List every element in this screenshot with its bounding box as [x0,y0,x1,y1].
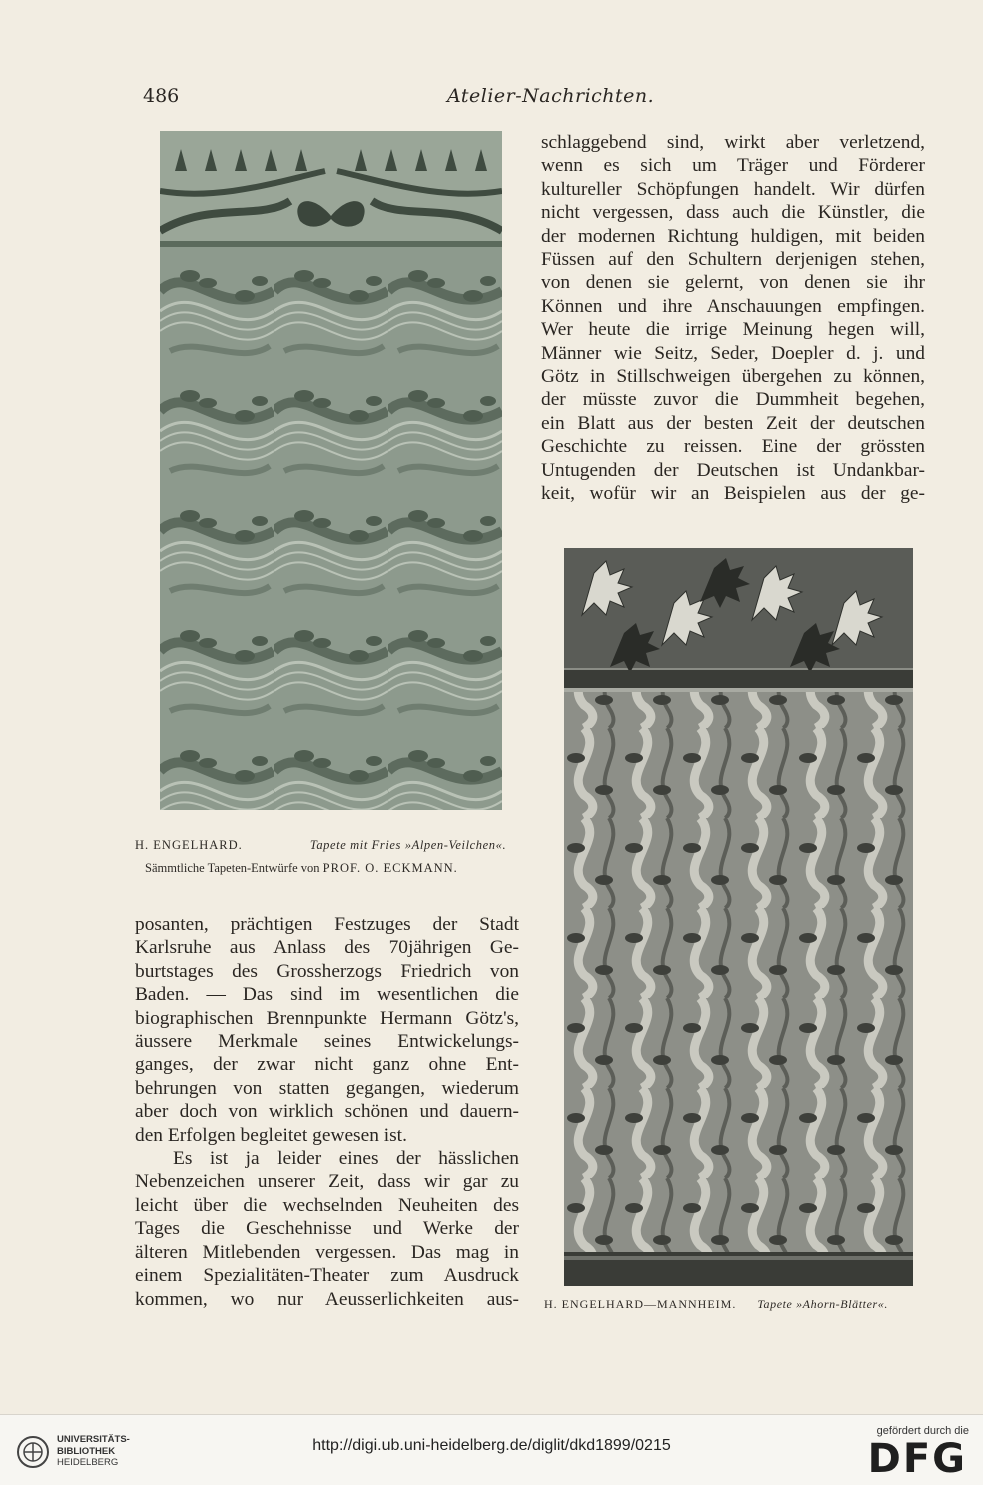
text-line: aber doch von wirklich schönen und dauern- [135,1101,519,1123]
text-line: Nebenzeichen unserer Zeit, dass wir gar zu [135,1171,519,1193]
text-line: Füssen auf den Schultern derjenigen stehen, [541,249,925,271]
text-line: burtstages des Grossherzogs Friedrich von [135,960,519,982]
text-line: kommen, wo nur Aeusserlichkeiten aus- [135,1288,519,1310]
figure1-maker: H. ENGELHARD. [135,838,243,852]
text-line: Karlsruhe aus Anlass des 70jährigen Ge- [135,937,519,959]
text-line: einem Spezialitäten-Theater zum Ausdruck [135,1265,519,1287]
text-line: behrungen von statten gegangen, wiederum [135,1077,519,1099]
figure2-title: Tapete »Ahorn-Blätter«. [757,1297,889,1311]
text-line: Baden. — Das sind im wesentlichen die [135,984,519,1006]
text-line: Geschichte zu reissen. Eine der grössten [541,436,925,458]
figure1-title: Tapete mit Fries »Alpen-Veilchen«. [309,838,507,852]
text-line: schlaggebend sind, wirkt aber verletzend, [541,132,925,153]
text-line: Es ist ja leider eines der hässlichen [173,1148,519,1170]
figure2-maker: H. ENGELHARD—MANNHEIM. [544,1297,737,1311]
library-footer [0,1414,983,1485]
text-line: Tages die Geschehnisse und Werke der [135,1218,519,1240]
figure1-credit-prefix: Sämmtliche Tapeten-Entwürfe von [145,861,320,875]
text-line: älteren Mitlebenden vergessen. Das mag in [135,1241,519,1263]
text-line: von denen sie gelernt, von denen sie ihr [541,272,925,294]
running-title: Atelier-Nachrichten. [447,85,655,107]
library-line3: HEIDELBERG [57,1457,119,1468]
left-column-text [135,913,519,1311]
text-line: kultureller Schöpfungen handelt. Wir dürfen [541,178,925,200]
figure2-caption [544,1297,888,1312]
text-line: äussere Merkmale seines Entwickelungs- [135,1031,519,1053]
text-line: nicht vergessen, dass auch die Künstler, die [541,202,925,224]
text-line: ganges, der zwar nicht ganz ohne Ent- [135,1054,519,1076]
text-line: Männer wie Seitz, Seder, Doepler d. j. und [541,342,925,364]
dfg-logo: DFG [867,1436,967,1482]
text-line: Können und ihre Anschauungen empfingen. [541,295,925,317]
text-line: biographischen Brennpunkte Hermann Götz's, [135,1007,519,1029]
library-line2: BIBLIOTHEK [57,1445,116,1457]
permalink-url[interactable]: http://digi.ub.uni-heidelberg.de/diglit/dkd1899/0215 [312,1437,671,1454]
text-line: den Erfolgen begleitet gewesen ist. [135,1124,407,1146]
right-column-text [541,131,925,506]
text-line: Götz in Stillschweigen übergehen zu können, [541,366,925,388]
text-line: der modernen Richtung huldigen, mit beiden [541,225,925,247]
page-number: 486 [143,85,180,107]
text-line: wenn es sich um Träger und Förderer [541,155,925,177]
wallpaper-maple-figure [564,548,913,1286]
library-line1: UNIVERSITÄTS- [57,1434,130,1445]
text-line: ein Blatt aus der besten Zeit der deutschen [541,412,925,434]
funded-by-label: gefördert durch die [876,1425,969,1437]
figure1-credit-name: PROF. O. ECKMANN. [322,861,458,875]
text-line: Untugenden der Deutschen ist Undankbar- [541,459,925,481]
figure1-caption-line2 [145,861,458,876]
wallpaper-violet-figure [160,131,502,810]
text-line: Wer heute die irrige Meinung hegen will, [541,319,925,341]
text-line: posanten, prächtigen Festzuges der Stadt [135,914,519,935]
text-line: leicht über die wechselnden Neuheiten des [135,1194,519,1216]
text-line: keit, wofür wir an Beispielen aus der ge- [541,483,925,505]
figure1-caption-line1 [135,838,506,853]
text-line: der müsste zuvor die Dummheit begehen, [541,389,925,411]
